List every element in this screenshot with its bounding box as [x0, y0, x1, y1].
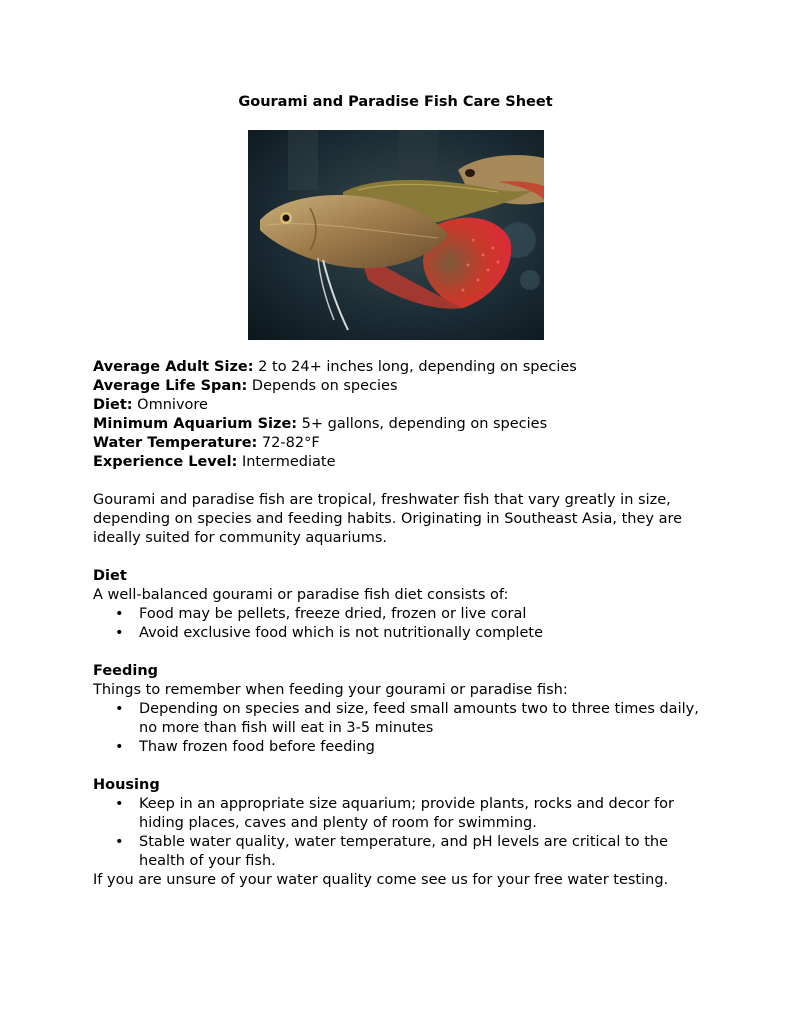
page-title: Gourami and Paradise Fish Care Sheet	[238, 94, 553, 110]
list-item: • Stable water quality, water temperature, and pH levels are critical to the health of your fish.	[93, 833, 713, 871]
diet-heading: Diet	[93, 568, 127, 584]
fact-list	[93, 358, 713, 472]
housing-closing: If you are unsure of your water quality come see us for your free water testing.	[93, 872, 669, 888]
fact-average-adult-size: Average Adult Size: 2 to 24+ inches long, depending on species	[93, 359, 577, 375]
diet-lead: A well-balanced gourami or paradise fish diet consists of:	[93, 587, 509, 603]
fact-experience-level: Experience Level: Intermediate	[93, 454, 336, 470]
fact-average-life-span: Average Life Span: Depends on species	[93, 378, 398, 394]
housing-heading: Housing	[93, 777, 160, 793]
list-item: • Food may be pellets, freeze dried, frozen or live coral	[93, 605, 713, 624]
list-item: • Avoid exclusive food which is not nutritionally complete	[93, 624, 713, 643]
fact-diet: Diet: Omnivore	[93, 397, 208, 413]
fact-minimum-aquarium-size: Minimum Aquarium Size: 5+ gallons, depending on species	[93, 416, 548, 432]
care-sheet-content	[93, 358, 713, 890]
intro-paragraph: Gourami and paradise fish are tropical, freshwater fish that vary greatly in size, depending on species and feeding habits. Originating in Southeast Asia, they are ideally suited for community aquariums.	[93, 492, 683, 546]
fact-water-temperature: Water Temperature: 72-82°F	[93, 435, 320, 451]
diet-list	[93, 605, 713, 643]
list-item: • Keep in an appropriate size aquarium; provide plants, rocks and decor for hiding places, caves and plenty of room for swimming.	[93, 795, 713, 833]
gourami-fish-photo	[248, 130, 544, 340]
diet-section	[93, 567, 713, 643]
feeding-heading: Feeding	[93, 663, 159, 679]
feeding-section	[93, 662, 713, 757]
feeding-lead: Things to remember when feeding your gourami or paradise fish:	[93, 682, 568, 698]
housing-section	[93, 776, 713, 890]
list-item: • Depending on species and size, feed small amounts two to three times daily, no more than fish will eat in 3-5 minutes	[93, 700, 713, 738]
housing-list	[93, 795, 713, 871]
feeding-list	[93, 700, 713, 757]
list-item: • Thaw frozen food before feeding	[93, 738, 713, 757]
